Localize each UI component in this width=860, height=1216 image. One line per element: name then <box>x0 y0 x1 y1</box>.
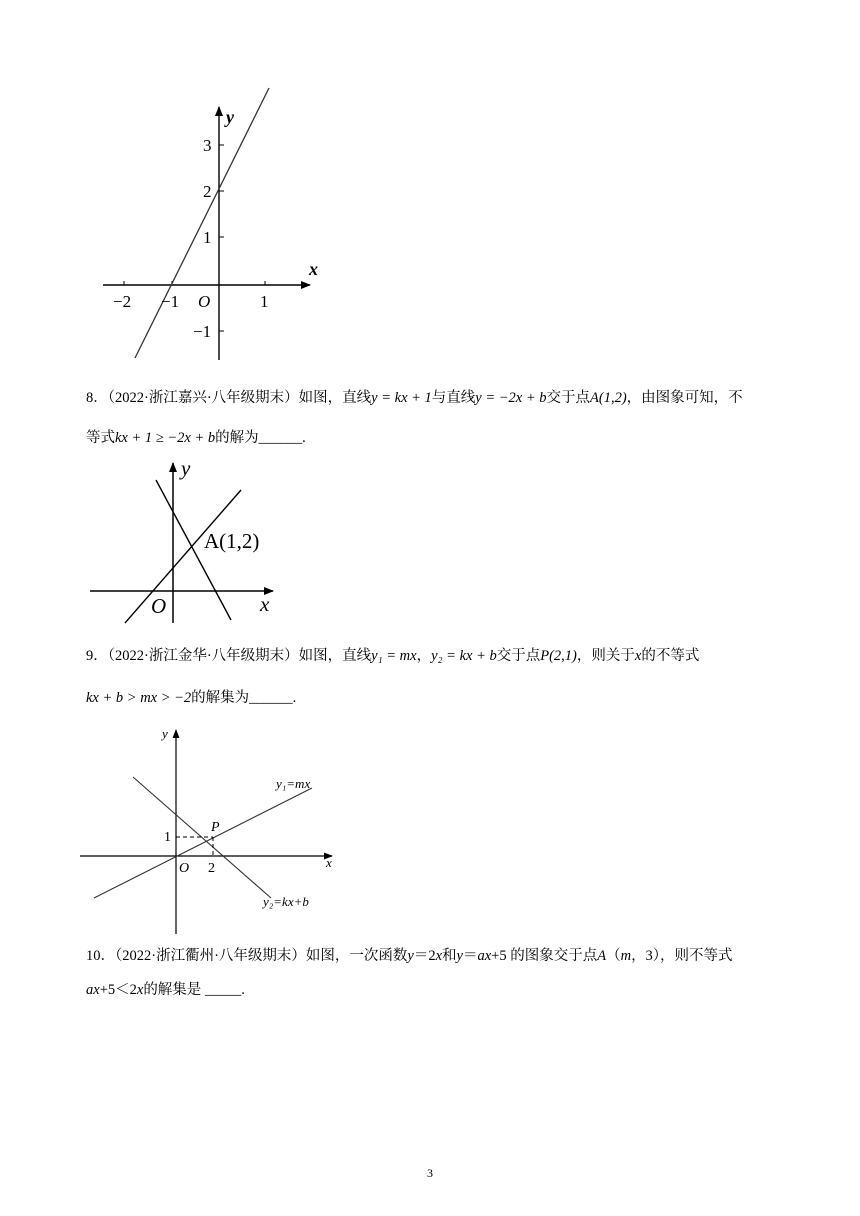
y-axis-label: y <box>226 107 234 127</box>
point-p-label: P <box>211 820 220 835</box>
y-tick-label: 2 <box>203 182 212 201</box>
x-tick-label: −1 <box>161 292 180 311</box>
y-tick-label: 3 <box>203 136 212 155</box>
answer-blank: ______ <box>249 690 293 706</box>
question-8-line-1: 8．（2022·浙江嘉兴·八年级期末）如图，直线y = kx + 1与直线y = −2x + b交于点A(1,2)，由图象可知，不 <box>86 390 743 406</box>
question-8-line-2: 等式kx + 1 ≥ −2x + b的解为______. <box>86 430 306 446</box>
question-10-line-2: ax+5＜2x的解集是 _____. <box>86 982 245 998</box>
page-number: 3 <box>427 1166 433 1180</box>
line-y1-mx <box>94 788 312 898</box>
origin-label: O <box>198 292 211 311</box>
line-y2-label: y₂=kx+b <box>263 894 309 909</box>
origin-label: O <box>179 861 190 876</box>
figure-previous-question <box>95 85 335 365</box>
origin-label: O <box>151 594 167 618</box>
x-axis-label: x <box>326 855 332 870</box>
figure-question-8 <box>85 455 285 625</box>
y-tick-label: 1 <box>203 228 212 247</box>
y-tick-label: 1 <box>164 830 171 845</box>
y-axis-label: y <box>181 456 191 480</box>
question-9-line-1: 9．（2022·浙江金华·八年级期末）如图，直线y₁ = mx，y₂ = kx + b交于点P(2,1)，则关于x的不等式 <box>86 648 700 664</box>
graph-line <box>135 88 269 358</box>
question-10-line-1: 10．（2022·浙江衢州·八年级期末）如图，一次函数y＝2x和y＝ax+5 的图象交于点A（m，3），则不等式 <box>86 948 733 964</box>
x-tick-label: 1 <box>260 292 269 311</box>
x-tick-label: −2 <box>113 292 132 311</box>
x-tick-label: 2 <box>208 861 215 876</box>
y-tick-label: −1 <box>193 322 212 341</box>
point-a-label: A(1,2) <box>204 529 260 553</box>
line-y-kx-plus-1 <box>125 490 241 623</box>
answer-blank: ______ <box>258 430 303 446</box>
answer-blank: _____ <box>201 982 242 998</box>
question-9-line-2: kx + b > mx > −2的解集为______. <box>86 690 297 706</box>
x-axis-label: x <box>309 259 318 279</box>
y-axis-label: y <box>162 726 168 741</box>
x-axis-label: x <box>260 592 270 616</box>
line-y2-kx-plus-b <box>133 777 271 898</box>
line-y1-label: y₁=mx <box>276 776 311 791</box>
figure-question-9 <box>78 722 348 937</box>
